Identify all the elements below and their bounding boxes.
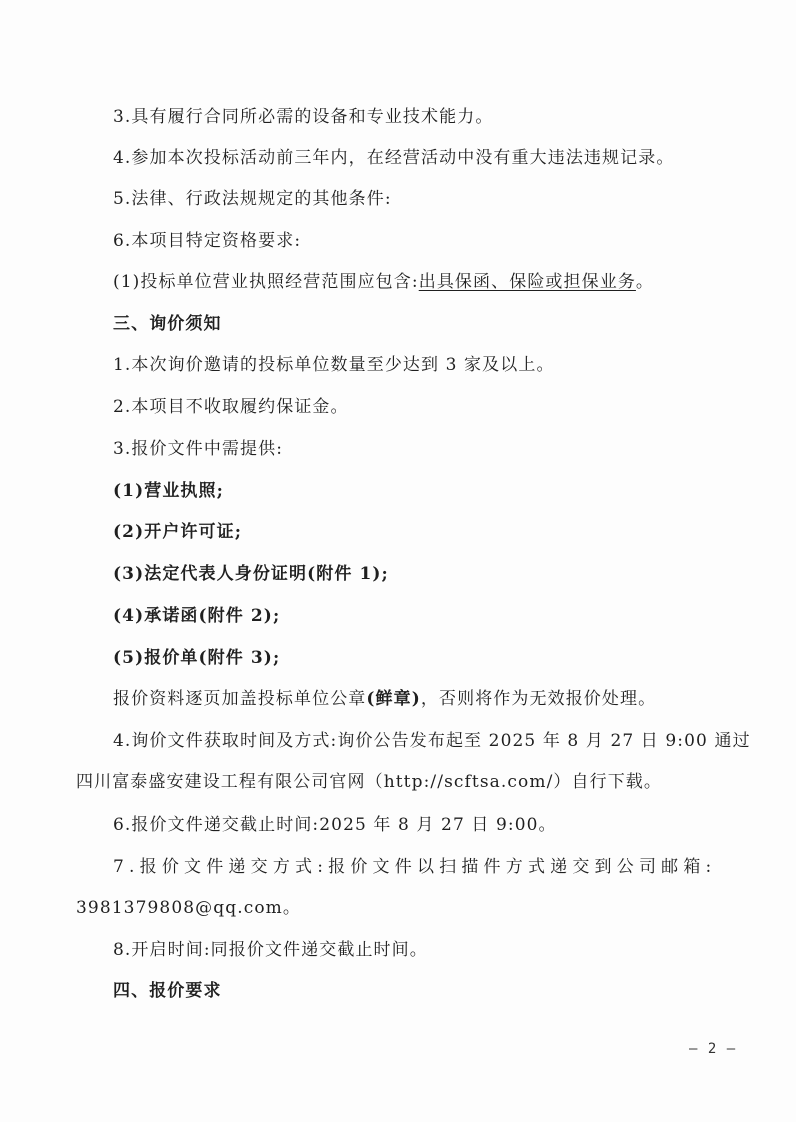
required-doc-3: (3)法定代表人身份证明(附件 1); [113, 564, 389, 584]
submission-email: 3981379808@qq.com。 [76, 898, 302, 918]
inquiry-clause-8-opening-time: 8.开启时间:同报价文件递交截止时间。 [113, 940, 428, 960]
section-heading-inquiry-notice: 三、询价须知 [113, 314, 222, 334]
business-scope-underlined: 出具保函、保险或担保业务 [418, 272, 636, 292]
inquiry-clause-4-line-1: 4.询价文件获取时间及方式:询价公告发布起至 2025 年 8 月 27 日 9:00 通过 [113, 731, 751, 751]
inquiry-clause-6-deadline: 6.报价文件递交截止时间:2025 年 8 月 27 日 9:00。 [113, 815, 557, 835]
inquiry-clause-3: 3.报价文件中需提供: [113, 439, 284, 459]
business-scope-suffix: 。 [635, 272, 655, 292]
inquiry-clause-7-line-1: 7.报价文件递交方式:报价文件以扫描件方式递交到公司邮箱: [113, 857, 717, 877]
required-doc-5: (5)报价单(附件 3); [113, 648, 281, 668]
section-heading-quotation-requirements: 四、报价要求 [113, 981, 222, 1001]
page-number: — 2 — [689, 1041, 737, 1057]
seal-requirement-bold: (鲜章) [366, 689, 421, 709]
clause-6-specific-requirements: 6.本项目特定资格要求: [113, 231, 302, 251]
inquiry-clause-1: 1.本次询价邀请的投标单位数量至少达到 3 家及以上。 [113, 355, 555, 375]
required-doc-2: (2)开户许可证; [113, 522, 243, 542]
required-doc-4: (4)承诺函(附件 2); [113, 606, 281, 626]
clause-5-other-conditions: 5.法律、行政法规规定的其他条件: [113, 189, 392, 209]
inquiry-clause-4-line-2: 四川富泰盛安建设工程有限公司官网（http://scftsa.com/）自行下载。 [76, 772, 663, 792]
clause-3-equipment: 3.具有履行合同所必需的设备和专业技术能力。 [113, 107, 494, 127]
seal-requirement-prefix: 报价资料逐页加盖投标单位公章 [113, 689, 367, 709]
seal-requirement-suffix: ，否则将作为无效报价处理。 [420, 689, 657, 709]
business-scope-prefix: (1)投标单位营业执照经营范围应包含: [113, 272, 419, 292]
clause-6-1-business-scope [113, 271, 654, 293]
clause-4-no-violations: 4.参加本次投标活动前三年内，在经营活动中没有重大违法违规记录。 [113, 148, 675, 168]
inquiry-clause-2: 2.本项目不收取履约保证金。 [113, 397, 349, 417]
required-doc-1: (1)营业执照; [113, 481, 224, 501]
seal-requirement [113, 688, 656, 710]
